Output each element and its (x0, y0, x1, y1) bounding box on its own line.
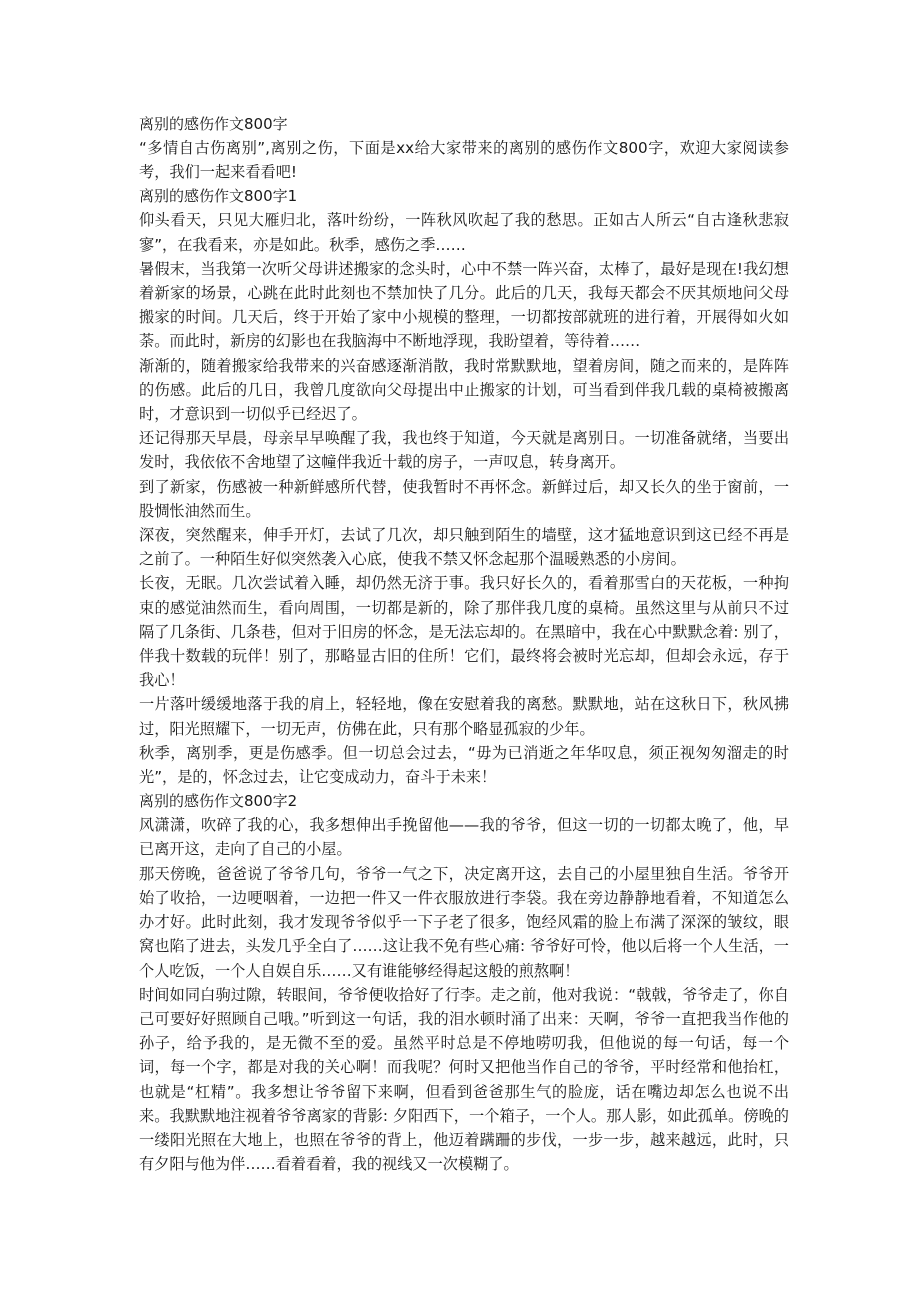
document-page (139, 112, 789, 1176)
essay-1-paragraph: 秋季，离别季，更是伤感季。但一切总会过去，“毋为已消逝之年华叹息，须正视匆匆溜走的时光”，是的，怀念过去，让它变成动力，奋斗于未来！ (139, 743, 789, 787)
essay-1-paragraph: 一片落叶缓缓地落于我的肩上，轻轻地，像在安慰着我的离愁。默默地，站在这秋日下，秋风拂过，阳光照耀下，一切无声，仿佛在此，只有那个略显孤寂的少年。 (139, 695, 789, 738)
essay-1-paragraph: 还记得那天早晨，母亲早早唤醒了我，我也终于知道，今天就是离别日。一切准备就绪，当要出发时，我依依不舍地望了这幢伴我近十载的房子，一声叹息，转身离开。 (139, 429, 789, 472)
essay-1-paragraph: 暑假末，当我第一次听父母讲述搬家的念头时，心中不禁一阵兴奋，太棒了，最好是现在!我幻想着新家的场景，心跳在此时此刻也不禁加快了几分。此后的几天，我每天都会不厌其烦地问父母搬家的时间。几天后，终于开始了家中小规模的整理，一切都按部就班的进行着，开展得如火如荼。而此时，新房的幻影也在我脑海中不断地浮现，我盼望着，等待着…… (139, 259, 789, 351)
essay-1-paragraph: 长夜，无眠。几次尝试着入睡，却仍然无济于事。我只好长久的，看着那雪白的天花板，一种拘束的感觉油然而生，看向周围，一切都是新的，除了那伴我几度的桌椅。虽然这里与从前只不过隔了几条街、几条巷，但对于旧房的怀念，是无法忘却的。在黑暗中，我在心中默默念着: 别了，伴我十数载的玩伴！别了，那略显古旧的住所！它们，最终将会被时光忘却，但却会永远，存于我心！ (139, 574, 789, 690)
document-title: 离别的感伤作文800字 (139, 115, 288, 133)
essay-1-paragraph: 到了新家，伤感被一种新鲜感所代替，使我暂时不再怀念。新鲜过后，却又长久的坐于窗前，一股惆怅油然而生。 (139, 477, 789, 520)
essay-2-paragraph: 风潇潇，吹碎了我的心，我多想伸出手挽留他——我的爷爷，但这一切的一切都太晚了，他，早已离开这，走向了自己的小屋。 (139, 816, 789, 859)
essay-1-heading: 离别的感伤作文800字1 (139, 187, 298, 206)
essay-2-paragraph: 时间如同白驹过隙，转眼间，爷爷便收拾好了行李。走之前，他对我说：“戟戟，爷爷走了，你自己可要好好照顾自己哦。”听到这一句话，我的泪水顿时涌了出来：天啊，爷爷一直把我当作他的孙子，给予我的，是无微不至的爱。虽然平时总是不停地唠叨我，但他说的每一句话，每一个词，每一个字，都是对我的关心啊！而我呢？何时又把他当作自己的爷爷，平时经常和他抬杠，也就是“杠精”。我多想让爷爷留下来啊，但看到爸爸那生气的脸庞，话在嘴边却怎么也说不出来。我默默地注视着爷爷离家的背影: 夕阳西下，一个箱子，一个人。那人影，如此孤单。傍晚的一缕阳光照在大地上，也照在爷爷的背上，他迈着蹒跚的步伐，一步一步，越来越远，此时，只有夕阳与他为伴……看着看着，我的视线又一次模糊了。 (139, 985, 789, 1174)
essay-2-heading: 离别的感伤作文800字2 (139, 792, 298, 811)
intro-paragraph: “多情自古伤离别”,离别之伤，下面是xx给大家带来的离别的感伤作文800字，欢迎大家阅读参考，我们一起来看看吧! (139, 139, 789, 182)
essay-1-paragraph: 渐渐的，随着搬家给我带来的兴奋感逐渐消散，我时常默默地，望着房间，随之而来的，是阵阵的伤感。此后的几日，我曾几度欲向父母提出中止搬家的计划，可当看到伴我几载的桌椅被搬离时，才意识到一切似乎已经迟了。 (139, 356, 789, 424)
essay-1-paragraph: 仰头看天，只见大雁归北，落叶纷纷，一阵秋风吹起了我的愁思。正如古人所云“自古逢秋悲寂寥”，在我看来，亦是如此。秋季，感伤之季…… (139, 211, 789, 254)
essay-1-paragraph: 深夜，突然醒来，伸手开灯，去试了几次，却只触到陌生的墙壁，这才猛地意识到这已经不再是之前了。一种陌生好似突然袭入心底，使我不禁又怀念起那个温暖熟悉的小房间。 (139, 526, 789, 569)
essay-2-paragraph: 那天傍晚，爸爸说了爷爷几句，爷爷一气之下，决定离开这，去自己的小屋里独自生活。爷爷开始了收拾，一边哽咽着，一边把一件又一件衣服放进行李袋。我在旁边静静地看着，不知道怎么办才好。此时此刻，我才发现爷爷似乎一下子老了很多，饱经风霜的脸上布满了深深的皱纹，眼窝也陷了进去，头发几乎全白了……这让我不免有些心痛: 爷爷好可怜，他以后将一个人生活，一个人吃饭，一个人自娱自乐……又有谁能够经得起这般的煎熬啊！ (139, 864, 789, 980)
